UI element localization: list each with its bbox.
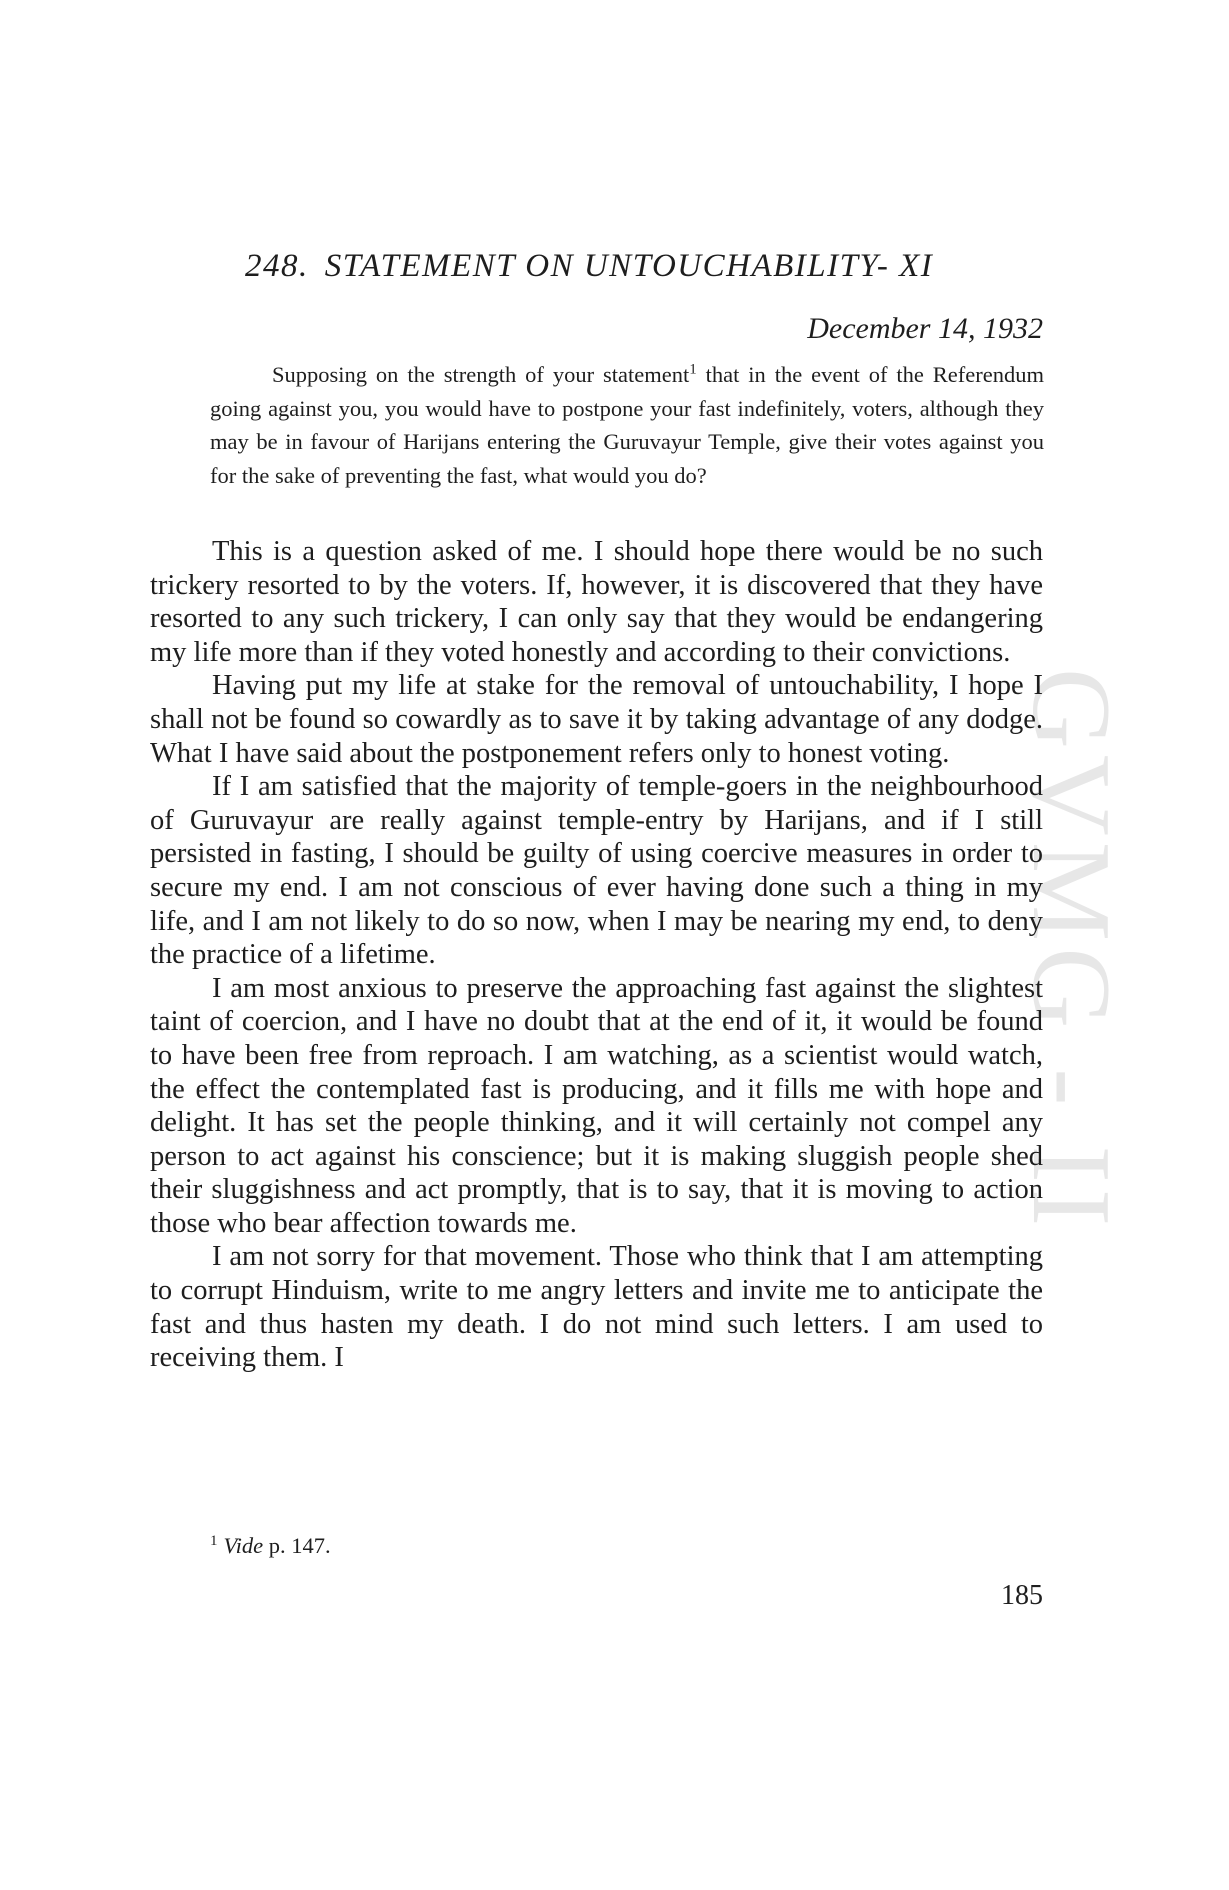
footnote-mark: 1 — [210, 1532, 218, 1549]
footnote-reference-text: p. 147. — [263, 1533, 331, 1558]
body-text — [150, 535, 1043, 1375]
body-paragraph: I am most anxious to preserve the approaching fast against the slightest taint of coercion, and I have no doubt that at the end of it, it would be found to have been free from reproach. I am watching, as a scientist would watch, the effect the contemplated fast is producing, and it fills me with hope and delight. It has set the people thinking, and it will certainly not compel any person to act against his conscience; but it is making sluggish people shed their sluggishness and act promptly, that is to say, that it is moving to action those who bear affection towards me. — [150, 972, 1043, 1239]
dateline: December 14, 1932 — [807, 312, 1043, 345]
body-paragraph: Having put my life at stake for the removal of untouchability, I hope I shall not be found so cowardly as to save it by taking advantage of any dodge. What I have said about the postponement refers only to honest voting. — [150, 670, 1043, 769]
question-text-start: Supposing on the strength of your statement — [272, 362, 690, 387]
watermark: GVMG - II — [1009, 667, 1133, 1233]
body-paragraph: If I am satisfied that the majority of temple-goers in the neighbourhood of Guruvayur are really against temple-entry by Harijans, and if I still persisted in fasting, I should be guilty of using coercive measures in order to secure my end. I am not conscious of ever having done such a thing in my life, and I am not likely to do so now, when I may be nearing my end, to deny the practice of a lifetime. — [150, 771, 1043, 971]
body-paragraph: This is a question asked of me. I should hope there would be no such trickery resorted to by the voters. If, however, it is discovered that they have resorted to any such trickery, I can only say that they would be endangering my life more than if they voted honestly and according to their convictions. — [150, 536, 1043, 668]
footnote — [210, 1533, 331, 1559]
footnote-vide: Vide — [223, 1533, 264, 1558]
question-paragraph — [210, 358, 1044, 492]
page-number: 185 — [1001, 1580, 1043, 1611]
chapter-number: 248. — [245, 248, 309, 284]
footnote-reference: 1 — [689, 361, 697, 378]
question-text-end: that in the event of the Referendum going against you, you would have to postpone your fast indefinitely, voters, although they may be in favour of Harijans entering the Guruvayur Temple, give their votes against you for the sake of preventing the fast, what would you do? — [210, 362, 1045, 488]
body-paragraph: I am not sorry for that movement. Those who think that I am attempting to corrupt Hinduism, write to me angry letters and invite me to anticipate the fast and thus hasten my death. I do not mind such letters. I am used to receiving them. I — [150, 1241, 1043, 1374]
chapter-title: STATEMENT ON UNTOUCHABILITY- XI — [324, 248, 934, 284]
chapter-heading — [245, 248, 1075, 285]
